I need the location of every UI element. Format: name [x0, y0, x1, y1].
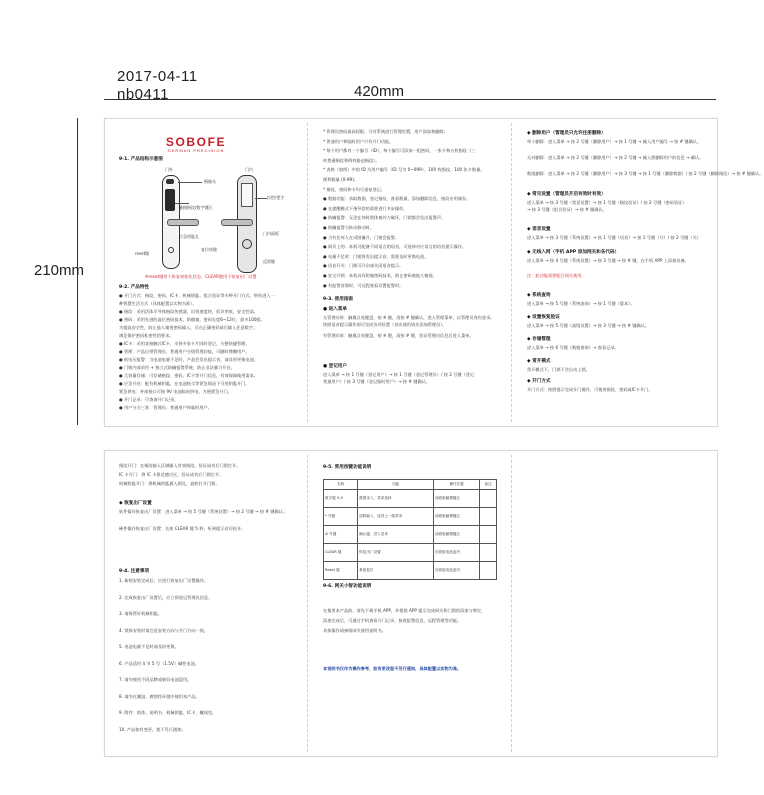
table-header-cell: 备注 — [480, 480, 497, 490]
diagram-note: ※reset键用于恢复初始化状态，CLEAR键用于恢复出厂设置 — [145, 274, 257, 279]
label-camera: 摄像头 — [204, 179, 216, 184]
label-emergency: 应急钥匙孔 — [179, 234, 199, 239]
text-line: 紧急供电：外部接口可接 9V 电池临时供电，方便紧急开门。 — [119, 389, 232, 394]
text-line: ● 当有任何人在试图撬开，门锁会报警。 — [323, 234, 400, 240]
paragraph: → 按 3 号键（组合验证）→ 按 # 键确认。 — [527, 207, 607, 212]
paragraph: 进入菜单 → 按 5 号键（高级设置）→ 按 3 号键 → 按 # 键确认。 — [527, 323, 649, 328]
paragraph: 开门方式：按照提示完成开门操作，可使用指纹、密码或IC卡开门。 — [527, 387, 653, 392]
subsection-title: ◆ 常开模式 — [527, 359, 551, 364]
text-line: 种智慧生活方式（具体配置以实物为准）。 — [119, 301, 197, 306]
table-row — [324, 562, 497, 580]
label-battery: 反锁键 — [263, 259, 275, 264]
table-cell — [480, 562, 497, 580]
subsection-title: ◆ 系统查询 — [527, 293, 551, 298]
height-dimension-label: 210mm — [34, 262, 85, 279]
text-line: 便利数量 (0-99)。 — [323, 177, 359, 182]
keyhole-icon — [168, 247, 174, 253]
panel-blank — [513, 451, 717, 756]
battery-cover-icon — [241, 183, 253, 207]
paragraph: 进入菜单 → 按 3 号键（系统设置）→ 按 1 号键（语音）→ 按 1 号键（开）/ 按 2 号键（关） — [527, 235, 701, 240]
label-handle: 拉把/把手 — [267, 195, 285, 200]
text-line: ● 语音开关：门锁可开启或关闭语音提示。 — [323, 263, 404, 269]
table-cell: 前面板触摸键区 — [433, 526, 479, 544]
text-line: 1. 新锁安装完成后，应进行恢复出厂设置操作。 — [119, 578, 209, 583]
subsection-title: ◆ 语音设置 — [527, 227, 551, 232]
label-button: 复位按键 — [201, 247, 217, 252]
table-cell — [480, 508, 497, 526]
fold-line — [511, 455, 512, 752]
table-row — [324, 490, 497, 508]
table-row — [324, 508, 497, 526]
paragraph: 无管理员时：触摸点亮键盘，按 ※ 键，再按 # 键确认，进入管理菜单，以管理员身份登录。 — [323, 315, 495, 320]
section-title: 9-3. 使用指南 — [323, 297, 354, 302]
table-cell: 数据录入、菜单选择 — [358, 490, 434, 508]
section-title: 9-5. 常用按键功能说明 — [323, 465, 372, 470]
key-function-table — [323, 479, 497, 580]
text-line: ● 有报警音频时，可远程查看设置报警时。 — [323, 282, 404, 288]
paragraph: 在使用本产品前，请先下载手机 APP，并根据 APP 提示完成网关和门锁的添加与绑定。 — [323, 608, 486, 613]
table-header-row — [324, 480, 497, 490]
text-line: 10. 产品如有变更，恕不另行通知。 — [119, 726, 186, 732]
section-title: 9-2. 产品特性 — [119, 285, 150, 290]
panel-settings — [513, 119, 764, 426]
text-line: ● 防撬报警当转动移动时。 — [323, 225, 375, 230]
camera-icon — [166, 179, 174, 184]
brand-logo — [165, 136, 227, 153]
table-cell: # 号键 — [324, 526, 358, 544]
table-cell: * 号键 — [324, 508, 358, 526]
panel-product-structure — [105, 119, 307, 426]
text-line: ● 指纹：采用活体半导体指纹传感器，识别速度快，拒识率低，安全性高。 — [119, 309, 258, 314]
text-line: ● 应急开启：配有机械钥匙，在电池耗尽等紧急情况下可用钥匙开门。 — [119, 381, 250, 386]
brand-name: SOBOFE — [165, 135, 227, 149]
text-line: ● 低电压报警：当电池电量不足时，产品会发出提示音，请及时更换电池。 — [119, 357, 258, 362]
text-line: ● 门锁内部采用 + 独立式防撬报警系统，防止非法暴力开启， — [119, 365, 235, 370]
brand-tagline: GERMAN PRECISION — [167, 148, 225, 153]
panel-features-guide — [309, 119, 511, 426]
text-line: 满足保护密码私密性的要求。 — [119, 333, 174, 338]
outer-handle-icon — [167, 219, 199, 226]
paragraph: 进入菜单 → 按 1 号键（登记用户）→ 按 1 号键（登记管理员）/ 按 2 号键（登记 — [323, 372, 475, 377]
subsection-title: ◆ 恢复出厂设置 — [119, 501, 152, 506]
paragraph: 单个删除：进入菜单 → 按 2 号键（删除用户）→ 按 1 号键 → 输入用户编号 → 按 # 键确认。 — [527, 139, 702, 144]
table-row — [324, 544, 497, 562]
text-line: 4. 锁体安装时请注意安装方向与开门方向一致。 — [119, 627, 209, 633]
subsection-title: ◆ 设置恢复验证 — [527, 315, 560, 320]
paragraph: 进入菜单 → 按 4 号键（系统设置）→ 按 3 号键 → 按 # 键，在手机 APP 上添加设备。 — [527, 258, 689, 263]
subsection-title: ◆ 存储管理 — [527, 337, 551, 342]
paragraph: 普通用户）/ 按 3 号键（登记临时用户）→ 按 # 键确认。 — [323, 379, 431, 384]
fold-line — [511, 123, 512, 422]
text-line: * 普通用户和临时用户只有开门功能。 — [323, 138, 394, 144]
label-fingerprint: 触摸指纹/数字键区 — [179, 205, 213, 210]
disclaimer: 本说明书仅作为操作参考，如有更改恕不另行通知，具体配置以实物为准。 — [323, 666, 462, 671]
inner-handle-icon — [221, 219, 253, 226]
note: 注：此功能需要配合网关使用。 — [527, 273, 586, 278]
subsection-title: ● 进入菜单 — [323, 307, 347, 312]
paragraph: 添加完成后，可通过手机查看开门记录、接收报警信息、远程管理等功能。 — [323, 618, 462, 623]
table-cell: CLEAR 键 — [324, 544, 358, 562]
paragraph: 进入菜单 → 按 6 号键（数据查询）→ 查看记录。 — [527, 345, 619, 350]
instruction-sheet-front — [104, 118, 764, 427]
fold-line — [307, 455, 308, 752]
table-cell: 数字键 0-9 — [324, 490, 358, 508]
panel-key-functions — [309, 451, 511, 756]
table-header-cell: 功能 — [358, 480, 434, 490]
paragraph: 具体操作请参阅网关使用说明书。 — [323, 628, 386, 633]
text-line: ● 管理：产品自带管理员、普通用户分级管理功能，可随时增删用户。 — [119, 349, 250, 354]
subsection-title: ◆ 无线入网（手机 APP 添加网关和各代码） — [527, 250, 620, 255]
paragraph: 无对删除：进入菜单 → 按 2 号键（删除用户）→ 按 2 号键 → 输入要删除用户的信息 → 确认。 — [527, 155, 704, 160]
text-line: * 指纹、密码和卡均可重复登记。 — [323, 186, 386, 192]
leader-line — [255, 198, 267, 199]
text-line: 6. 产品适用 4 节 5 号（1.5V）碱性电池。 — [119, 660, 199, 666]
table-cell: 恢复出厂设置 — [358, 544, 434, 562]
text-line: 指纹开门：在指纹输入区域输入有效指纹，验证成功后门锁打开。 — [119, 463, 241, 468]
fold-line — [307, 123, 308, 422]
text-line: ● 开门记录：可查询开门记录， — [119, 397, 179, 402]
text-line: ● 密码：采用先进的虚位密码技术，防偷窥，密码长度6~12位，最多100组。 — [119, 317, 265, 322]
label-panel: 门内面板 — [263, 231, 279, 236]
table-header-cell: 名称 — [324, 480, 358, 490]
section-title: 9-1. 产品结构示意图 — [119, 157, 163, 162]
text-line: 为提高安全性，防止他人窥视密码输入，可在正确密码前后输入任意数字。 — [119, 325, 258, 330]
paragraph: 按照语音提示操作即可完成各项设置（首次使用请先添加管理员）。 — [323, 322, 447, 327]
text-line: ● 在提醒模式下指导您的需要进行多步操作。 — [323, 205, 408, 211]
text-line: ● IC卡：采用非接触式IC卡，支持多张卡片同时登记，方便快捷管理。 — [119, 341, 250, 346]
keypad-icon — [165, 189, 175, 211]
text-line: ● 电量不足时：门锁将发出提示音，需要及时更换电池。 — [323, 253, 429, 259]
text-line: ● 用户分为三类：管理员、普通用户和临时用户。 — [119, 405, 212, 410]
label-outer: 门外 — [165, 167, 173, 172]
label-reset: reset键 — [135, 251, 150, 256]
text-line: IC 卡开门：将 IC 卡靠近感应区，验证成功后门锁打开。 — [119, 472, 224, 477]
table-header-cell: 操作位置 — [433, 480, 479, 490]
paragraph: 软件操作恢复出厂设置：进入菜单 → 按 5 号键（系统设置）→ 按 2 号键 → 按 # 键确认。 — [119, 509, 288, 514]
section-title: 9-6. 网关小智功能说明 — [323, 584, 372, 589]
instruction-sheet-back — [104, 450, 718, 757]
width-dimension-line — [104, 99, 716, 100]
text-line: 8. 请勿在潮湿、腐蚀性环境中使用本产品。 — [119, 693, 200, 699]
panel-unlock-notes — [105, 451, 307, 756]
section-title: 9-4. 注意事项 — [119, 569, 150, 574]
table-cell: 系统复位 — [358, 562, 434, 580]
paragraph: 进入菜单 → 按 5 号键（系统查询）→ 按 1 号键（版本）。 — [527, 301, 635, 306]
table-cell: 后面板电池盒内 — [433, 562, 479, 580]
subsection-title: ◆ 常见设置（管理员开启有效时有效） — [527, 192, 606, 197]
table-cell — [480, 526, 497, 544]
subsection-title: ◆ 开门方式 — [527, 379, 551, 384]
table-cell: 前面板触摸键区 — [433, 508, 479, 526]
text-line: ● 安全开锁：本机具有防窥密码技术，防止密码被他人窥视。 — [323, 273, 437, 278]
leader-line — [175, 203, 189, 204]
text-line: 7. 请勿使用不同品牌或新旧电池混用。 — [119, 677, 192, 682]
text-line: ● 大容量存储：可存储指纹、密码、IC卡等开门信息，有效保障使用需求。 — [119, 373, 258, 378]
text-line: * 每个用户都有一个编号（ID），每个编号可添加一组密码、一张卡和五枚指纹（三 — [323, 148, 476, 154]
text-line: 枚普通指纹和两枚胁迫指纹）。 — [323, 157, 380, 163]
text-line: 3. 请保管好机械钥匙。 — [119, 611, 163, 616]
paragraph: 硬件操作恢复出厂设置：长按 CLEAR 键 5 秒，听到提示音后松开。 — [119, 526, 246, 531]
width-dimension-label: 420mm — [354, 83, 405, 100]
text-line: ● 防撬报警：无论在何时锁体被外力破坏，门锁都会发出报警声。 — [323, 215, 446, 221]
table-cell: 清除输入、返回上一级菜单 — [358, 508, 434, 526]
table-cell: 后面板电池盒内 — [433, 544, 479, 562]
leader-line — [178, 182, 202, 183]
table-cell: 确认键、进入菜单 — [358, 526, 434, 544]
paragraph: 有管理员时：触摸点亮键盘，按 ※ 键，再按 # 键，验证管理员信息后进入菜单。 — [323, 333, 474, 338]
text-line: * 管理员密码最高权限，可对系统进行管理设置，用户添加和删除； — [323, 129, 448, 134]
text-line: ● 网页上的：本机可配备不同语言的语音，可选择对应语言的语音提示操作。 — [323, 244, 467, 250]
text-line: 5. 电池电量不足时请及时更换。 — [119, 644, 179, 649]
label-inner: 门内 — [245, 167, 253, 172]
header-date: 2017-04-11 — [117, 68, 198, 85]
table-cell — [480, 544, 497, 562]
text-line: ● 开门方式：指纹、密码、IC卡、机械钥匙、组合验证等多种开门方式，带你进入一 — [119, 293, 275, 298]
text-line: 2. 完成恢复出厂设置后，应立即登记管理员信息。 — [119, 594, 213, 600]
text-line: 机械钥匙开门：将机械钥匙插入锁孔，旋转打开门锁。 — [119, 481, 220, 486]
table-cell: Reset 键 — [324, 562, 358, 580]
header-code: nb0411 — [117, 86, 169, 103]
text-line: ● 数据功能：录取数据，登记指纹，查看数量，添加删除信息，指纹专用储存。 — [323, 196, 471, 202]
subsection-title: ◆ 删除用户（管理员只允许注册删除） — [527, 131, 606, 136]
paragraph: 常开模式下，门锁不会自动上锁。 — [527, 367, 590, 372]
text-line: * 表格（如图）中的 ID 为用户编号（ID 号为 0~999）、100 枚指纹、100 张卡数量。 — [323, 167, 485, 173]
table-cell — [480, 490, 497, 508]
text-line: 9. 附件：锁体、说明书、机械钥匙、IC卡、螺丝包。 — [119, 710, 217, 715]
paragraph: 数组删除：进入菜单 → 按 2 号键（删除用户）→ 按 3 号键 → 按 1 号键（删除数据）/ 按 2 号键（删除指纹）→ 按 # 键确认。 — [527, 171, 764, 176]
thumb-turn-icon — [242, 239, 252, 249]
paragraph: 进入菜单 → 按 3 号键（常见设置）→ 按 1 号键（指纹验证）/ 按 2 号键（密码验证） — [527, 200, 687, 205]
table-cell: 前面板触摸键区 — [433, 490, 479, 508]
table-row — [324, 526, 497, 544]
subsection-title: ● 登记用户 — [323, 364, 347, 369]
